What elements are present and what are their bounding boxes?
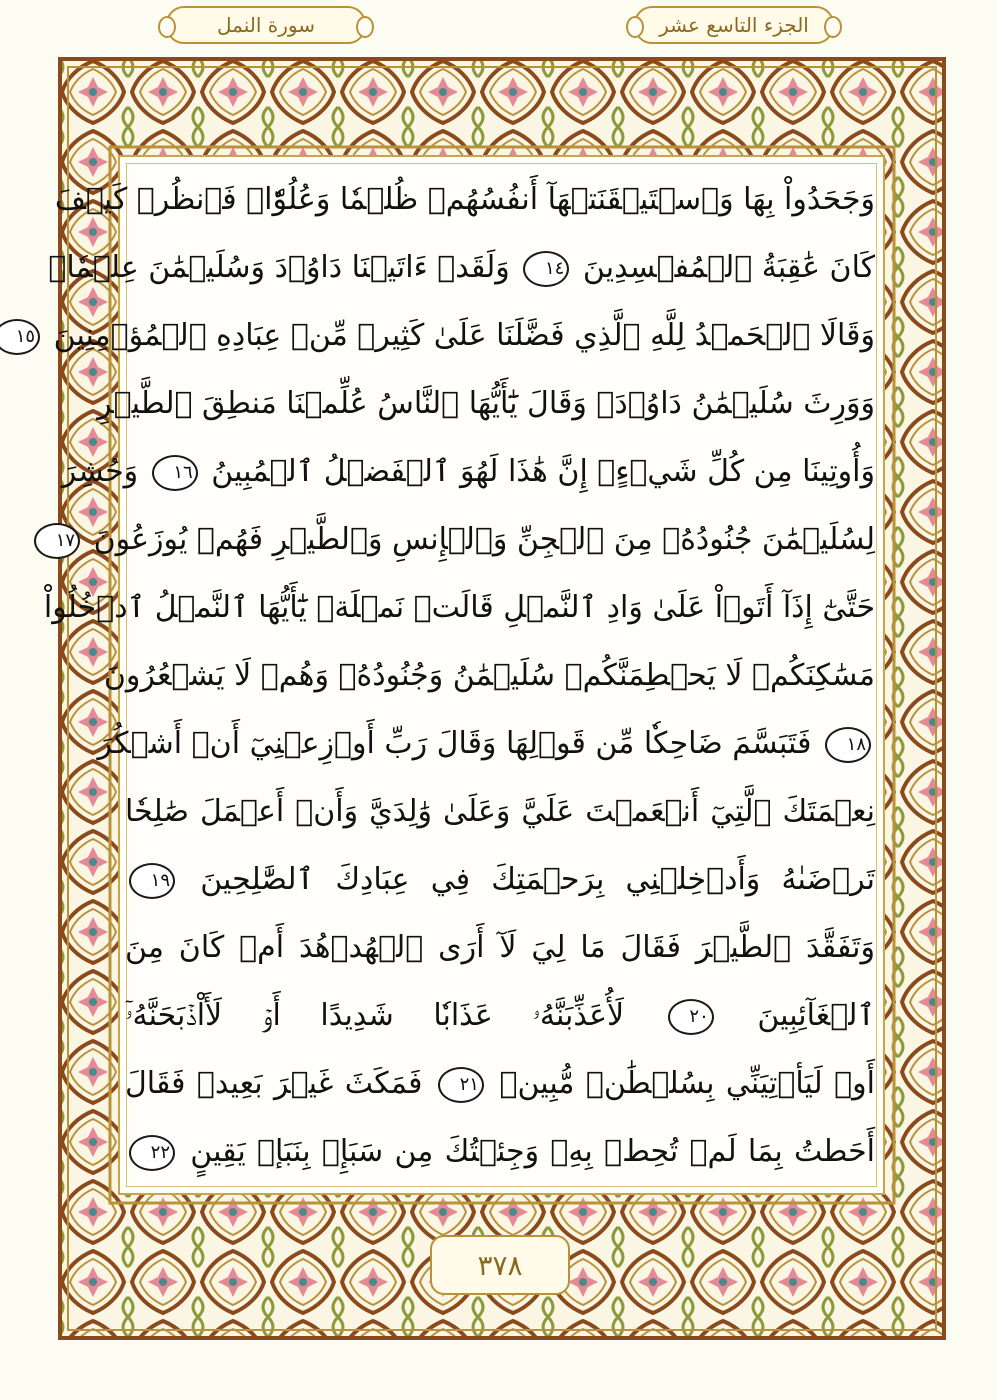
juz-name: الجزء التاسع عشر — [659, 13, 809, 37]
surah-name-cartouche — [166, 6, 366, 44]
page-number-box — [430, 1235, 570, 1295]
line-text: حَتَّىٰٓ إِذَآ أَتَوۡاْ عَلَىٰ وَادِ ٱلنَّمۡلِ قَالَتۡ نَمۡلَةٞ يَٰٓأَيُّهَا ٱلنَّمۡلُ ٱدۡخُلُواْ — [43, 590, 875, 625]
ayah-number-marker: ١٧ — [34, 523, 80, 559]
surah-name: سورة النمل — [217, 13, 315, 37]
verse-line — [125, 784, 875, 840]
verse-line — [125, 1056, 875, 1112]
verse-line — [48, 240, 875, 296]
verse-line — [125, 988, 875, 1044]
line-text: وَقَالَا ٱلۡحَمۡدُ لِلَّهِ ٱلَّذِي فَضَّلَنَا عَلَىٰ كَثِيرٖ مِّنۡ عِبَادِهِ ٱلۡمُؤۡمِنِينَ — [53, 318, 875, 353]
line-text: وَوَرِثَ سُلَيۡمَٰنُ دَاوُۥدَۖ وَقَالَ يَٰٓأَيُّهَا ٱلنَّاسُ عُلِّمۡنَا مَنطِقَ ٱلطَّيۡرِ — [97, 386, 875, 421]
verse-line — [125, 1124, 875, 1180]
ayah-number-marker: ٢٠ — [668, 999, 714, 1035]
verse-line — [125, 920, 875, 976]
line-text: مَسَٰكِنَكُمۡ لَا يَحۡطِمَنَّكُمۡ سُلَيۡمَٰنُ وَجُنُودُهُۥ وَهُمۡ لَا يَشۡعُرُونَ — [103, 658, 875, 693]
ayah-number-marker: ١٤ — [523, 251, 569, 287]
verse-line — [54, 172, 875, 228]
page-number: ٣٧٨ — [477, 1248, 523, 1282]
verse-line — [97, 376, 875, 432]
line-text: أَوۡ لَيَأۡتِيَنِّي بِسُلۡطَٰنٖ مُّبِينٖ — [499, 1066, 875, 1101]
line-text: وَتَفَقَّدَ ٱلطَّيۡرَ فَقَالَ مَا لِيَ لَآ أَرَى ٱلۡهُدۡهُدَ أَمۡ كَانَ مِنَ — [125, 930, 875, 965]
line-text-after: فَتَبَسَّمَ ضَاحِكٗا مِّن قَوۡلِهَا وَقَالَ رَبِّ أَوۡزِعۡنِيٓ أَنۡ أَشۡكُرَ — [97, 726, 812, 761]
line-text: كَانَ عَٰقِبَةُ ٱلۡمُفۡسِدِينَ — [582, 250, 875, 285]
line-text: لِسُلَيۡمَٰنَ جُنُودُهُۥ مِنَ ٱلۡجِنِّ وَٱلۡإِنسِ وَٱلطَّيۡرِ فَهُمۡ يُوزَعُونَ — [93, 522, 875, 557]
juz-name-cartouche — [634, 6, 834, 44]
line-text-after: فَمَكَثَ غَيۡرَ بَعِيدٖ فَقَالَ — [125, 1066, 423, 1101]
verse-line — [43, 580, 875, 636]
line-text: وَجَحَدُواْ بِهَا وَٱسۡتَيۡقَنَتۡهَآ أَنفُسُهُمۡ ظُلۡمٗا وَعُلُوّٗاۚ فَٱنظُرۡ كَيۡفَ — [54, 182, 875, 217]
line-text: نِعۡمَتَكَ ٱلَّتِيٓ أَنۡعَمۡتَ عَلَيَّ وَعَلَىٰ وَٰلِدَيَّ وَأَنۡ أَعۡمَلَ صَٰلِحٗا — [125, 794, 875, 829]
line-text: أَحَطتُ بِمَا لَمۡ تُحِطۡ بِهِۦ وَجِئۡتُكَ مِن سَبَإِۭ بِنَبَإٖ يَقِينٍ — [190, 1134, 875, 1169]
line-text-after: وَلَقَدۡ ءَاتَيۡنَا دَاوُۥدَ وَسُلَيۡمَٰنَ عِلۡمٗاۖ — [48, 250, 510, 285]
ayah-number-marker: ١٥ — [0, 319, 40, 355]
line-text-after: لَأُعَذِّبَنَّهُۥ عَذَابٗا شَدِيدًا أَوۡ لَأَاْذۡبَحَنَّهُۥٓ — [125, 998, 625, 1033]
verse-line — [15, 308, 875, 364]
ayah-number-marker: ٢٢ — [129, 1135, 175, 1171]
line-text: وَأُوتِينَا مِن كُلِّ شَيۡءٍۖ إِنَّ هَٰذَا لَهُوَ ٱلۡفَضۡلُ ٱلۡمُبِينُ — [211, 454, 875, 489]
verse-line — [61, 444, 875, 500]
line-text: ٱلۡغَآئِبِينَ — [757, 998, 875, 1033]
ayah-number-marker: ١٩ — [129, 863, 175, 899]
verse-line — [97, 716, 875, 772]
verse-line — [55, 512, 875, 568]
verse-line — [125, 852, 875, 908]
verse-line — [103, 648, 875, 704]
ayah-number-marker: ٢١ — [438, 1067, 484, 1103]
ayah-number-marker: ١٦ — [152, 455, 198, 491]
line-text-after: وَحُشِرَ — [61, 454, 139, 489]
ayah-number-marker: ١٨ — [825, 727, 871, 763]
line-text: تَرۡضَىٰهُ وَأَدۡخِلۡنِي بِرَحۡمَتِكَ فِي عِبَادِكَ ٱلصَّٰلِحِينَ — [200, 862, 875, 897]
